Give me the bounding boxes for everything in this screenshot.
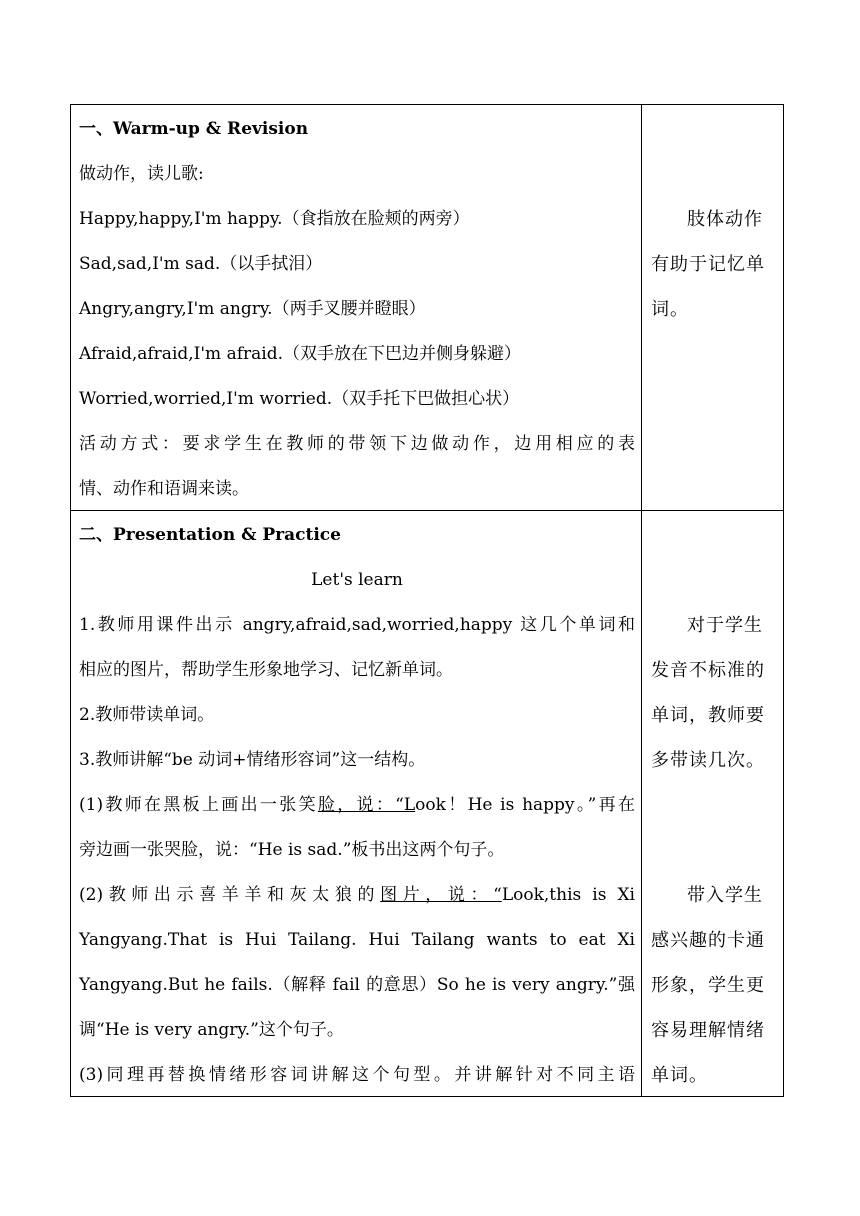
presentation-note-1 bbox=[651, 603, 777, 783]
text-line: (3)同理再替换情绪形容词讲解这个句型。并讲解针对不同主语 bbox=[79, 1065, 635, 1085]
text-span: Look,this is Xi bbox=[501, 885, 635, 905]
text-line: 活动方式：要求学生在教师的带领下边做动作，边用相应的表 bbox=[79, 434, 635, 454]
underlined-text: 图片，说：“ bbox=[380, 885, 502, 905]
note-line: 单词。 bbox=[651, 1065, 708, 1086]
text-line: Yangyang.But he fails.（解释 fail 的意思）So he is very angry.”强 bbox=[79, 975, 635, 995]
text-line: 旁边画一张哭脸，说：“He is sad.”板书出这两个句子。 bbox=[79, 840, 505, 860]
text-line bbox=[79, 873, 635, 918]
text-span: (1)教师在黑板上画出一张笑 bbox=[79, 795, 318, 815]
underlined-text: 脸，说：“L bbox=[317, 795, 416, 815]
note-line: 单词，教师要 bbox=[651, 705, 765, 726]
text-line: Happy,happy,I'm happy.（食指放在脸颊的两旁） bbox=[79, 209, 470, 229]
note-line: 容易理解情绪 bbox=[651, 1020, 765, 1041]
lesson-plan-table bbox=[70, 104, 784, 1097]
text-line: Afraid,afraid,I'm afraid.（双手放在下巴边并侧身躲避） bbox=[79, 344, 521, 364]
column-divider bbox=[641, 511, 642, 1096]
subheading: Let's learn bbox=[311, 570, 403, 590]
text-line bbox=[79, 783, 635, 828]
presentation-content bbox=[79, 513, 635, 1098]
note-line: 有助于记忆单 bbox=[651, 254, 765, 275]
text-line: 相应的图片，帮助学生形象地学习、记忆新单词。 bbox=[79, 660, 453, 680]
note-line: 感兴趣的卡通 bbox=[651, 930, 765, 951]
text-line: Yangyang.That is Hui Tailang. Hui Tailang wants to eat Xi bbox=[79, 930, 635, 950]
text-line: Sad,sad,I'm sad.（以手拭泪） bbox=[79, 254, 323, 274]
note-line: 肢体动作 bbox=[687, 209, 763, 230]
note-line: 带入学生 bbox=[687, 885, 763, 906]
text-line: 2.教师带读单词。 bbox=[79, 705, 215, 725]
presentation-row bbox=[71, 511, 783, 1096]
section-heading: 一、Warm-up & Revision bbox=[79, 119, 309, 139]
text-span: ook！He is happy。”再在 bbox=[415, 795, 635, 815]
note-line: 对于学生 bbox=[687, 615, 763, 636]
section-heading: 二、Presentation & Practice bbox=[79, 525, 341, 545]
column-divider bbox=[641, 105, 642, 510]
text-line: 调“He is very angry.”这个句子。 bbox=[79, 1020, 344, 1040]
note-line: 词。 bbox=[651, 299, 689, 320]
text-line: Angry,angry,I'm angry.（两手叉腰并瞪眼） bbox=[79, 299, 426, 319]
note-line: 形象，学生更 bbox=[651, 975, 765, 996]
warmup-note bbox=[651, 197, 777, 332]
text-span: (2)教师出示喜羊羊和灰太狼的 bbox=[79, 885, 381, 905]
warmup-row bbox=[71, 105, 783, 511]
text-line: 3.教师讲解“be 动词+情绪形容词”这一结构。 bbox=[79, 750, 426, 770]
text-line: 做动作，读儿歌: bbox=[79, 164, 204, 184]
text-line: 1.教师用课件出示 angry,afraid,sad,worried,happy 这几个单词和 bbox=[79, 615, 635, 635]
text-line: 情、动作和语调来读。 bbox=[79, 479, 249, 499]
text-line: Worried,worried,I'm worried.（双手托下巴做担心状） bbox=[79, 389, 520, 409]
presentation-note-2 bbox=[651, 873, 777, 1098]
note-line: 发音不标准的 bbox=[651, 660, 765, 681]
note-line: 多带读几次。 bbox=[651, 750, 765, 771]
warmup-content bbox=[79, 107, 635, 512]
